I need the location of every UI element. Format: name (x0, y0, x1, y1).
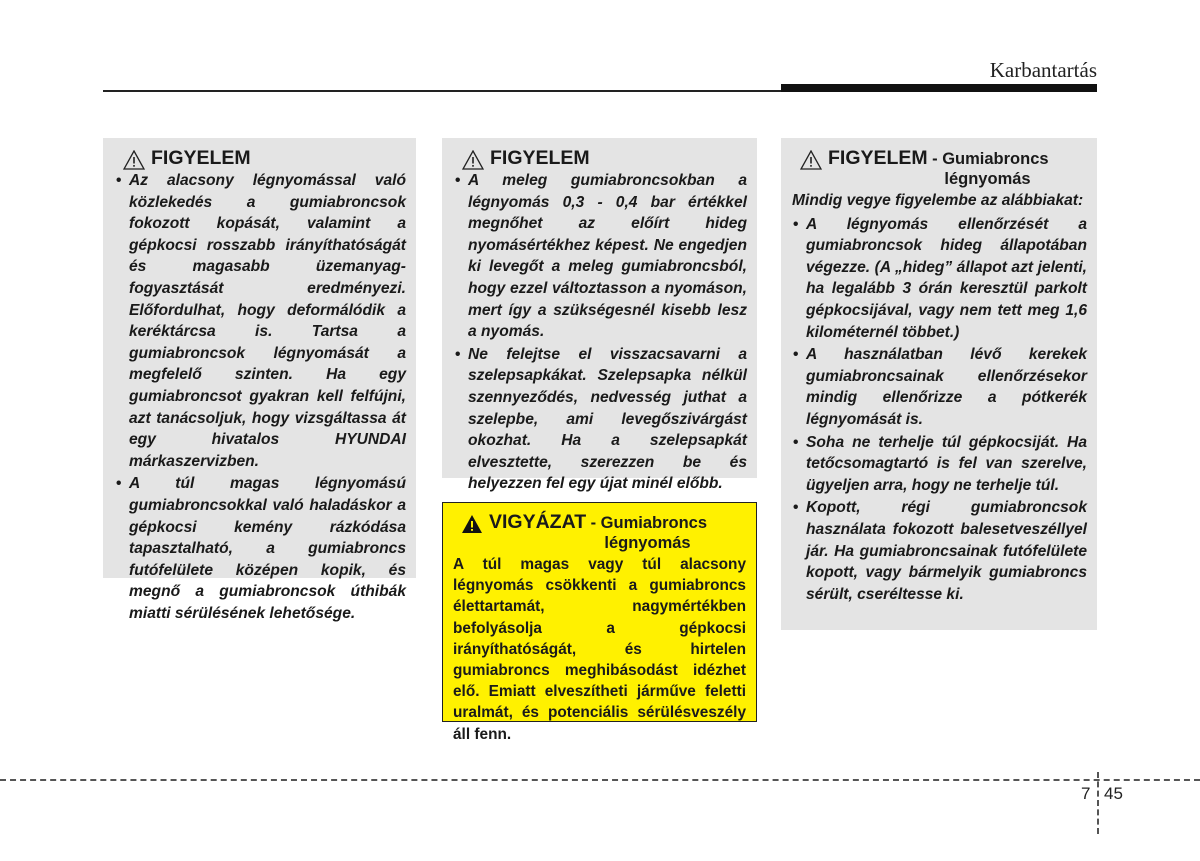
caution-text: A túl magas vagy túl alacsony légnyomás csökkenti a gumiabroncs élettartamát, nagymértékben befolyásolja a gépkocsi irányíthatóságát, és hirtelen gumiabroncs meghibásodást idézhet elő. Emiatt elveszítheti járműve feletti uralmát, és potenciális sérülésveszély áll fenn. (453, 556, 746, 743)
list-item: • A túl magas légnyomású gumiabroncsokkal való haladáskor a gépkocsi kemény rázkódása tapasztalható, a gumiabroncs futófelülete középen kopik, és megnő a gumiabroncsok úthibák miatti sérülésének lehetősége. (115, 473, 406, 624)
list-item: • Soha ne terhelje túl gépkocsiját. Ha tetőcsomagtartó is fel van szerelve, ügyeljen arra, hogy ne terhelje túl. (792, 432, 1087, 497)
warning-box-low-pressure (103, 138, 416, 622)
list-item: • A meleg gumiabroncsokban a légnyomás 0,3 - 0,4 bar értékkel megnőhet az előírt hideg nyomásértékhez képest. Ne engedjen ki levegőt a meleg gumiabroncsból, hogy ezzel változtasson a nyomáson, mert így a szükségesnél kisebb lesz a nyomás. (454, 170, 747, 343)
list-item: • A használatban lévő kerekek gumiabroncsainak ellenőrzésekor mindig ellenőrizze a pótkerék légnyomását is. (792, 344, 1087, 430)
warning-box-tire-pressure (781, 138, 1097, 630)
warning-subtitle-line2: légnyomás (944, 170, 1031, 188)
warning-label: FIGYELEM (490, 147, 590, 169)
warning-triangle-icon (123, 150, 145, 170)
warning-box-header (792, 147, 1087, 189)
list-item: • Ne felejtse el visszacsavarni a szelepsapkákat. Szelepsapka nélkül szennyeződés, nedvesség juthat a szelepbe, ami levegőszivárgást okozhat. Ha a szelepsapkát elvesztette, szerezzen be és helyezzen fel egy újat minél előbb. (454, 344, 747, 495)
header-rule (103, 90, 783, 92)
caution-subtitle-line2: légnyomás (604, 534, 691, 552)
warning-box-header (115, 147, 406, 170)
page-number: 45 (1104, 784, 1123, 803)
caution-box-tire-pressure (442, 502, 757, 743)
chapter-number: 7 (1081, 784, 1091, 803)
list-item: • A légnyomás ellenőrzését a gumiabroncsok hideg állapotában végezze. (A „hideg” állapot azt jelenti, ha legalább 3 órán keresztül parkolt gépkocsijával, vagy nem tett meg 1,6 kilométernél többet.) (792, 214, 1087, 344)
list-item: • Kopott, régi gumiabroncsok használata fokozott balesetveszéllyel jár. Ha gumiabroncsainak futófelülete kopott, vagy bármelyik gumiabroncs sérült, cseréltesse ki. (792, 497, 1087, 605)
warning-subtitle: - Gumiabroncs (932, 150, 1049, 168)
warning-label: FIGYELEM (151, 147, 251, 169)
caution-label: VIGYÁZAT (489, 511, 587, 533)
warning-list (454, 170, 747, 495)
section-title: Karbantartás (989, 58, 1097, 82)
caution-triangle-icon (461, 514, 483, 534)
header-rule-thick (781, 84, 1097, 92)
warning-list (792, 214, 1087, 606)
warning-intro: Mindig vegye figyelembe az alábbiakat: (792, 192, 1084, 209)
warning-triangle-icon (800, 150, 822, 170)
footer-dashed-divider (1097, 772, 1099, 834)
warning-box-hot-tires (442, 138, 757, 493)
footer-dashed-rule (0, 779, 1200, 781)
list-item: • Az alacsony légnyomással való közlekedés a gumiabroncsok fokozott kopását, valamint a gépkocsi rosszabb irányíthatóságát és magasabb üzemanyag-fogyasztását eredményezi. Előfordulhat, hogy deformálódik a keréktárcsa is. Tartsa a gumiabroncsok légnyomását a megfelelő szinten. Ha egy gumiabroncsot gyakran kell felfújni, azt tanácsoljuk, hogy vizsgáltassa át egy hivatalos HYUNDAI márkaszervizben. (115, 170, 406, 472)
warning-triangle-icon (462, 150, 484, 170)
warning-box-header (454, 147, 747, 170)
warning-list (115, 170, 406, 624)
warning-label: FIGYELEM (828, 147, 928, 169)
caution-box-header (453, 511, 746, 553)
caution-subtitle: - Gumiabroncs (590, 514, 708, 532)
